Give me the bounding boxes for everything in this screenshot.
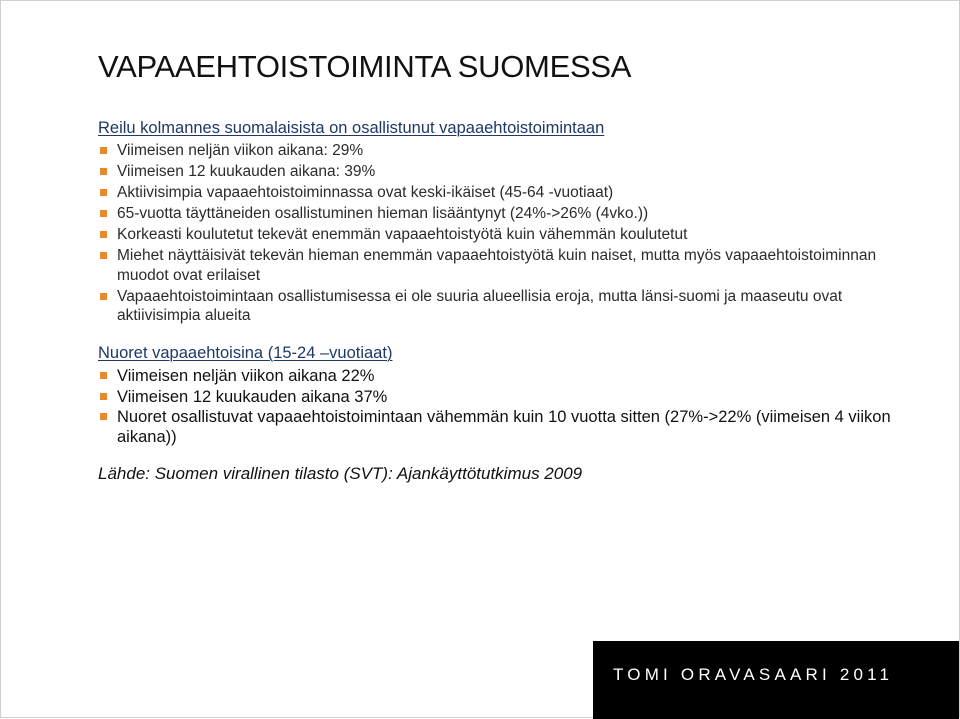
slide-title: VAPAAEHTOISTOIMINTA SUOMESSA	[98, 49, 632, 84]
square-bullet-icon	[100, 372, 107, 379]
source-citation: Lähde: Suomen virallinen tilasto (SVT): Ajankäyttötutkimus 2009	[98, 464, 583, 483]
bullet-text: Korkeasti koulutetut tekevät enemmän vapaaehtoistyötä kuin vähemmän koulutetut	[117, 226, 688, 243]
bullet-text: Viimeisen neljän viikon aikana 22%	[117, 367, 375, 385]
square-bullet-icon	[100, 231, 107, 238]
square-bullet-icon	[100, 168, 107, 175]
square-bullet-icon	[100, 393, 107, 400]
bullet-item	[98, 407, 898, 447]
square-bullet-icon	[100, 210, 107, 217]
square-bullet-icon	[100, 189, 107, 196]
bullet-text: Aktiivisimpia vapaaehtoistoiminnassa ovat keski-ikäiset (45-64 -vuotiaat)	[117, 184, 614, 201]
bullet-text: Viimeisen 12 kuukauden aikana 37%	[117, 387, 388, 406]
bullet-item	[98, 366, 898, 386]
square-bullet-icon	[100, 252, 107, 259]
bullet-item	[98, 141, 898, 161]
bullet-item	[98, 287, 898, 326]
square-bullet-icon	[100, 147, 107, 154]
bullet-text: Nuoret osallistuvat vapaaehtoistoimintaan vähemmän kuin 10 vuotta sitten (27%->22% (viimeisen 4 viikon aikana))	[117, 408, 891, 446]
author-footer: TOMI ORAVASAARI 2011	[613, 665, 894, 684]
bullet-text: Viimeisen 12 kuukauden aikana: 39%	[117, 163, 376, 180]
footer-bar	[593, 641, 959, 719]
square-bullet-icon	[100, 413, 107, 420]
bullet-item	[98, 162, 898, 182]
bullet-list-adults	[98, 141, 898, 327]
bullet-text: Viimeisen neljän viikon aikana: 29%	[117, 142, 364, 159]
section-heading-youth: Nuoret vapaaehtoisina (15-24 –vuotiaat)	[98, 344, 393, 362]
bullet-item	[98, 183, 898, 203]
bullet-item	[98, 246, 898, 285]
bullet-list-youth	[98, 366, 898, 448]
bullet-item	[98, 225, 898, 245]
bullet-text: 65-vuotta täyttäneiden osallistuminen hieman lisääntynyt (24%->26% (4vko.))	[117, 205, 649, 222]
section-heading-adults: Reilu kolmannes suomalaisista on osallistunut vapaaehtoistoimintaan	[98, 119, 605, 137]
bullet-item	[98, 387, 898, 407]
bullet-text: Miehet näyttäisivät tekevän hieman enemmän vapaaehtoistyötä kuin naiset, mutta myös vapaaehtoistoiminnan muodot ovat erilaiset	[117, 247, 877, 284]
bullet-item	[98, 204, 898, 224]
bullet-text: Vapaaehtoistoimintaan osallistumisessa ei ole suuria alueellisia eroja, mutta länsi-suomi ja maaseutu ovat aktiivisimpia alueita	[117, 287, 843, 324]
square-bullet-icon	[100, 293, 107, 300]
